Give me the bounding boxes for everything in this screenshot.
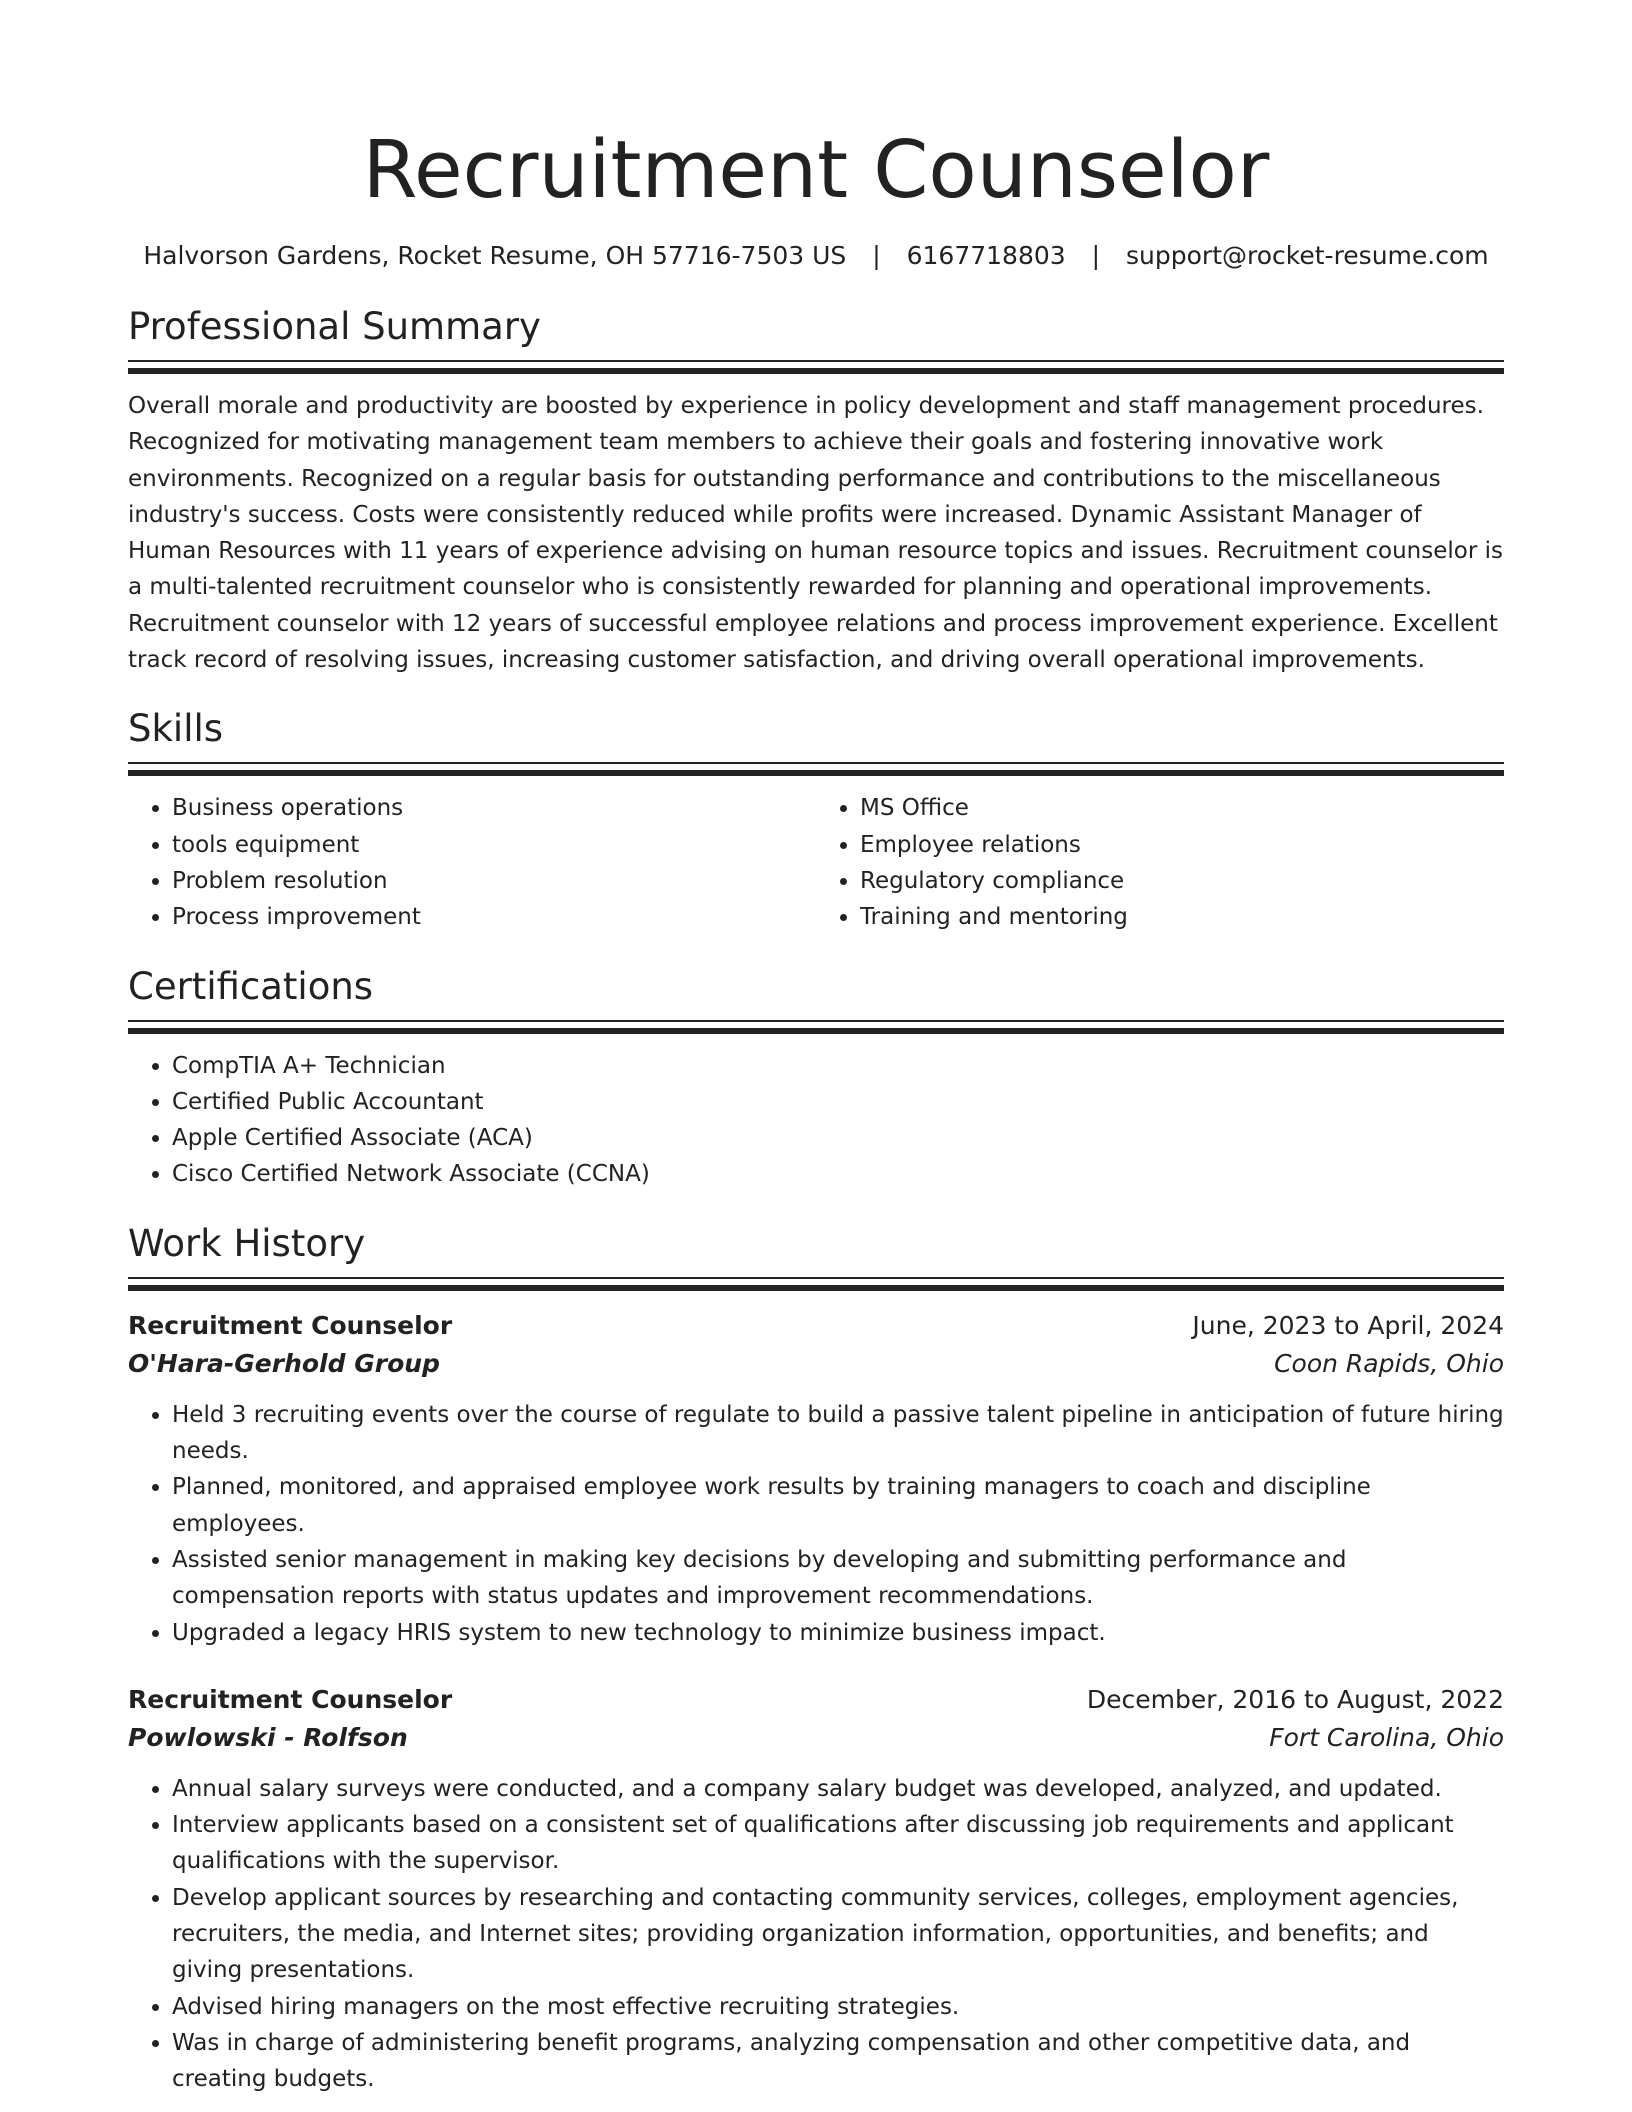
skill-item: • Process improvement — [172, 899, 816, 935]
resume-page — [128, 0, 1504, 2098]
job-company: O'Hara-Gerhold Group — [128, 1348, 440, 1378]
job-entry — [128, 1307, 1504, 1651]
contact-address: Halvorson Gardens, Rocket Resume, OH 57716-7503 US — [143, 241, 847, 270]
job-entry — [128, 1681, 1504, 2098]
contact-separator: | — [872, 241, 881, 270]
job-bullets — [128, 1771, 1504, 2098]
summary-section — [128, 302, 1504, 678]
skills-columns — [128, 790, 1504, 935]
job-title: Recruitment Counselor — [128, 1310, 453, 1340]
job-header — [128, 1307, 1504, 1345]
skill-item: • Problem resolution — [172, 863, 816, 899]
certifications-title: Certifications — [128, 964, 374, 1008]
certifications-section — [128, 962, 1504, 1193]
section-divider — [128, 1020, 1504, 1034]
job-location: Coon Rapids, Ohio — [1274, 1348, 1504, 1378]
work-history-title: Work History — [128, 1221, 366, 1265]
job-bullet: • Advised hiring managers on the most effective recruiting strategies. — [172, 1989, 1504, 2025]
job-bullet: • Develop applicant sources by researching and contacting community services, colleges, employment agencies, recruiters, the media, and Internet sites; providing organization information, opportunities, and benefits; and giving presentations. — [172, 1880, 1504, 1989]
skills-right-list — [816, 790, 1504, 935]
job-bullet: • Planned, monitored, and appraised employee work results by training managers to coach and discipline employees. — [172, 1469, 1504, 1542]
certifications-list — [128, 1048, 1504, 1193]
section-divider — [128, 1277, 1504, 1291]
skill-item: • tools equipment — [172, 827, 816, 863]
job-bullets — [128, 1397, 1504, 1651]
job-title: Recruitment Counselor — [128, 1684, 453, 1714]
certification-item: • Certified Public Accountant — [172, 1084, 1504, 1120]
section-divider — [128, 762, 1504, 776]
skill-item: • Regulatory compliance — [860, 863, 1504, 899]
contact-line — [128, 238, 1504, 274]
work-history-section — [128, 1219, 1504, 2098]
job-bullet: • Was in charge of administering benefit programs, analyzing compensation and other competitive data, and creating budgets. — [172, 2025, 1504, 2098]
job-bullet: • Assisted senior management in making key decisions by developing and submitting performance and compensation reports with status updates and improvement recommendations. — [172, 1542, 1504, 1615]
section-divider — [128, 360, 1504, 374]
job-bullet: • Upgraded a legacy HRIS system to new technology to minimize business impact. — [172, 1615, 1504, 1651]
skill-item: • Training and mentoring — [860, 899, 1504, 935]
contact-email: support@rocket-resume.com — [1126, 241, 1489, 270]
job-subheader — [128, 1719, 1504, 1757]
skills-title: Skills — [128, 707, 224, 751]
job-location: Fort Carolina, Ohio — [1269, 1722, 1504, 1752]
job-dates: June, 2023 to April, 2024 — [1192, 1310, 1504, 1340]
contact-phone: 6167718803 — [906, 241, 1066, 270]
summary-text: Overall morale and productivity are boosted by experience in policy development and staff management procedures. Recognized for motivating management team members to achieve their goals and fostering innovative work environments. Recognized on a regular basis for outstanding performance and contributions to the miscellaneous industry's success. Costs were consistently reduced while profits were increased. Dynamic Assistant Manager of Human Resources with 11 years of experience advising on human resource topics and issues. Recruitment counselor is a multi-talented recruitment counselor who is consistently rewarded for planning and operational improvements. Recruitment counselor with 12 years of successful employee relations and process improvement experience. Excellent track record of resolving issues, increasing customer satisfaction, and driving overall operational improvements. — [128, 393, 1503, 674]
job-bullet: • Annual salary surveys were conducted, and a company salary budget was developed, analyzed, and updated. — [172, 1771, 1504, 1807]
skill-item: • Employee relations — [860, 827, 1504, 863]
job-company: Powlowski - Rolfson — [128, 1722, 408, 1752]
job-dates: December, 2016 to August, 2022 — [1086, 1684, 1504, 1714]
contact-separator: | — [1091, 241, 1101, 270]
candidate-name: Recruitment Counselor — [362, 124, 1270, 216]
certification-item: • Cisco Certified Network Associate (CCNA) — [172, 1156, 1504, 1192]
certification-item: • CompTIA A+ Technician — [172, 1048, 1504, 1084]
skill-item: • MS Office — [860, 790, 1504, 826]
job-header — [128, 1681, 1504, 1719]
job-bullet: • Interview applicants based on a consistent set of qualifications after discussing job requirements and applicant qualifications with the supervisor. — [172, 1807, 1504, 1880]
job-bullet: • Held 3 recruiting events over the course of regulate to build a passive talent pipeline in anticipation of future hiring needs. — [172, 1397, 1504, 1470]
skill-item: • Business operations — [172, 790, 816, 826]
skills-section — [128, 704, 1504, 935]
certification-item: • Apple Certified Associate (ACA) — [172, 1120, 1504, 1156]
summary-title: Professional Summary — [128, 305, 541, 348]
job-subheader — [128, 1345, 1504, 1383]
skills-left-list — [128, 790, 816, 935]
